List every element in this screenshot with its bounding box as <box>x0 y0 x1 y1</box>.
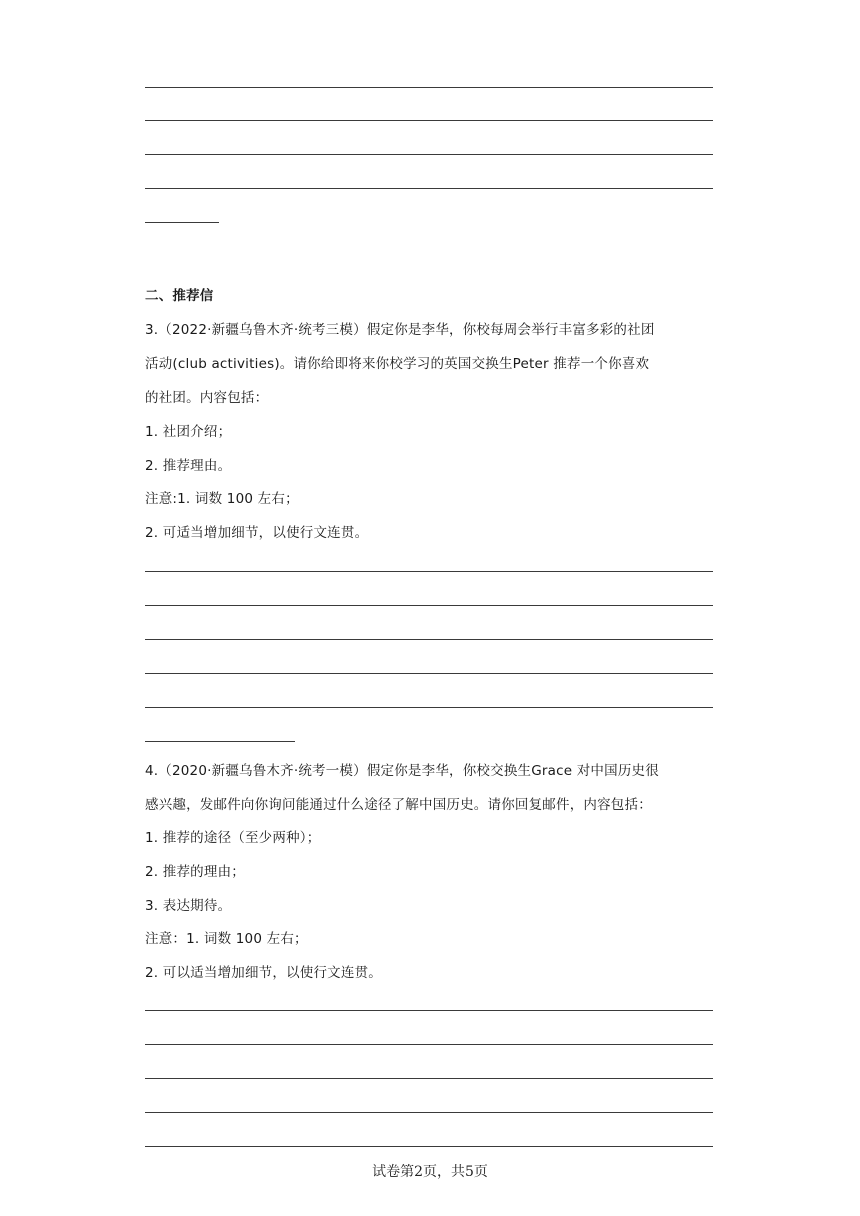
answer-line <box>145 1146 713 1147</box>
question-3-line-3: 的社团。内容包括： <box>145 390 269 406</box>
answer-line <box>145 1010 713 1011</box>
answer-line <box>145 707 713 708</box>
answer-line <box>145 571 713 572</box>
question-3-note-2: 2. 可适当增加细节，以使行文连贯。 <box>145 525 369 541</box>
answer-line <box>145 87 713 88</box>
question-3-item-2: 2. 推荐理由。 <box>145 458 232 474</box>
answer-line <box>145 1112 713 1113</box>
question-4-item-1: 1. 推荐的途径（至少两种）； <box>145 830 321 846</box>
answer-line <box>145 639 713 640</box>
answer-line <box>145 1044 713 1045</box>
answer-line-end <box>145 741 295 742</box>
question-4-line-1: 4.（2020·新疆乌鲁木齐·统考一模）假定你是李华，你校交换生Grace 对中国历史很 <box>145 763 659 779</box>
question-3-line-1: 3.（2022·新疆乌鲁木齐·统考三模）假定你是李华，你校每周会举行丰富多彩的社团 <box>145 322 655 338</box>
question-4-line-2: 感兴趣，发邮件向你询问能通过什么途径了解中国历史。请你回复邮件，内容包括： <box>145 797 652 813</box>
question-4-note-2: 2. 可以适当增加细节，以使行文连贯。 <box>145 965 382 981</box>
answer-line-end <box>145 222 219 223</box>
question-4-note-1: 注意：1. 词数 100 左右； <box>145 931 308 947</box>
section-heading: 二、推荐信 <box>145 288 214 304</box>
answer-line <box>145 188 713 189</box>
answer-line <box>145 1078 713 1079</box>
page-footer: 试卷第2页，共5页 <box>372 1164 488 1180</box>
answer-line <box>145 605 713 606</box>
question-3-item-1: 1. 社团介绍； <box>145 424 232 440</box>
question-3-note-1: 注意:1. 词数 100 左右； <box>145 491 299 507</box>
question-4-item-3: 3. 表达期待。 <box>145 898 232 914</box>
answer-line <box>145 120 713 121</box>
question-3-line-2: 活动(club activities)。请你给即将来你校学习的英国交换生Peter 推荐一个你喜欢 <box>145 356 650 372</box>
question-4-item-2: 2. 推荐的理由； <box>145 864 245 880</box>
answer-line <box>145 154 713 155</box>
answer-line <box>145 673 713 674</box>
